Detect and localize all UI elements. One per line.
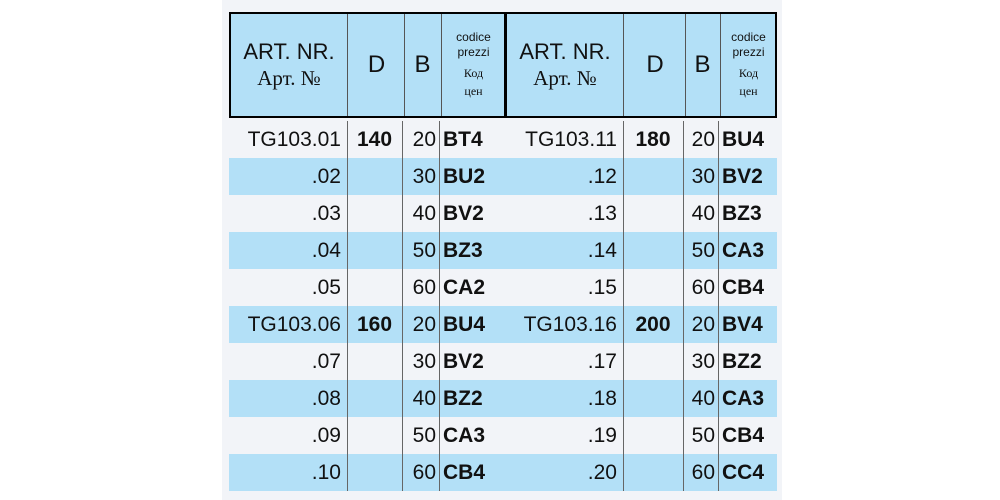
cell-width-b: 50 [691,239,715,262]
cell-diameter [623,195,683,232]
cell-width-b: 30 [691,165,715,188]
cell-art-number: .17 [587,350,617,373]
price-table-left [229,12,506,484]
cell-price-code: BV4 [722,313,763,336]
price-table-right [505,12,777,484]
table-row [505,454,777,491]
table-row [229,195,506,232]
cell-price-code: BZ3 [722,202,762,225]
cell-price-code: CA3 [722,387,765,410]
cell-diameter [347,195,402,232]
cell-art-number: TG103.01 [247,128,341,151]
header-b [404,14,442,116]
table-row [229,158,506,195]
table-header [505,12,777,118]
header-price-code [441,14,506,116]
table-row [505,380,777,417]
table-body [229,121,506,491]
cell-width-b: 40 [412,202,436,225]
cell-price-code: BZ2 [443,387,483,410]
cell-price-code: BT4 [443,128,483,151]
table-row [229,417,506,454]
column-divider [347,121,348,491]
header-art-nr [231,14,348,116]
column-divider [402,121,403,491]
table-row [229,343,506,380]
cell-diameter [347,380,402,417]
table-row [229,454,506,491]
cell-price-code: CC4 [722,461,765,484]
cell-diameter [623,454,683,491]
header-art-nr-line-2: Арт. № [257,66,321,90]
cell-price-code: BU4 [722,128,765,151]
header-art-nr-line-1: ART. NR. [243,39,335,64]
column-divider [683,121,684,491]
column-divider [439,121,440,491]
header-art-nr [507,14,624,116]
cell-diameter [623,269,683,306]
cell-diameter [347,343,402,380]
cell-width-b: 60 [691,276,715,299]
cell-art-number: .05 [311,276,341,299]
cell-width-b: 20 [412,128,436,151]
header-b-line-1: B [414,51,431,78]
table-row [505,343,777,380]
cell-price-code: CA2 [443,276,486,299]
header-price-code-line-1: codice [731,30,766,44]
cell-price-code: CB4 [722,276,765,299]
cell-art-number: .10 [311,461,341,484]
table-row [505,269,777,306]
header-d [349,14,405,116]
cell-art-number: .13 [587,202,617,225]
cell-width-b: 20 [691,128,715,151]
header-art-nr-line-1: ART. NR. [519,39,611,64]
cell-diameter [347,158,402,195]
cell-art-number: .19 [587,424,617,447]
header-price-code-line-4: цен [464,84,483,98]
table-row [229,121,506,158]
cell-width-b: 50 [412,239,436,262]
cell-diameter: 160 [356,313,393,336]
cell-diameter: 140 [356,128,393,151]
cell-price-code: CA3 [722,239,765,262]
table-row [229,232,506,269]
header-price-code-line-4: цен [739,84,758,98]
cell-art-number: .15 [587,276,617,299]
table-row [505,232,777,269]
table-row [505,195,777,232]
cell-diameter: 200 [635,313,671,336]
cell-price-code: BV2 [443,202,484,225]
cell-price-code: BU2 [443,165,486,188]
cell-width-b: 30 [412,350,436,373]
table-row [505,121,777,158]
cell-art-number: .02 [311,165,341,188]
cell-width-b: 20 [412,313,436,336]
cell-width-b: 50 [412,424,436,447]
cell-width-b: 60 [412,461,436,484]
cell-width-b: 30 [691,350,715,373]
cell-width-b: 60 [691,461,715,484]
cell-art-number: TG103.06 [247,313,341,336]
cell-diameter [623,232,683,269]
header-d [625,14,686,116]
cell-art-number: .14 [587,239,617,262]
header-price-code-line-2: prezzi [732,45,765,59]
cell-art-number: .08 [311,387,341,410]
cell-price-code: BZ3 [443,239,483,262]
cell-diameter [623,417,683,454]
cell-art-number: .18 [587,387,617,410]
cell-art-number: .12 [587,165,617,188]
cell-art-number: .07 [311,350,341,373]
column-divider [623,121,624,491]
cell-diameter: 180 [635,128,671,151]
cell-width-b: 60 [412,276,436,299]
cell-diameter [347,232,402,269]
table-row [229,380,506,417]
cell-width-b: 40 [691,202,715,225]
cell-diameter [623,158,683,195]
cell-art-number: .09 [311,424,341,447]
table-row [505,417,777,454]
cell-diameter [347,417,402,454]
cell-width-b: 40 [691,387,715,410]
cell-diameter [623,343,683,380]
cell-width-b: 50 [691,424,715,447]
table-row [505,158,777,195]
cell-width-b: 40 [412,387,436,410]
header-price-code-line-3: Код [738,66,759,80]
cell-price-code: BZ2 [722,350,762,373]
cell-price-code: BU4 [443,313,486,336]
table-row [229,306,506,343]
cell-art-number: TG103.11 [525,128,617,151]
header-art-nr-line-2: Арт. № [533,66,597,90]
cell-price-code: BV2 [722,165,763,188]
cell-width-b: 30 [412,165,436,188]
cell-price-code: BV2 [443,350,484,373]
cell-price-code: CB4 [443,461,486,484]
cell-diameter [347,269,402,306]
cell-price-code: CA3 [443,424,486,447]
table-row [505,306,777,343]
cell-art-number: TG103.16 [523,313,617,336]
cell-art-number: .04 [311,239,341,262]
column-divider [718,121,719,491]
header-price-code-line-2: prezzi [457,45,490,59]
header-price-code [720,14,777,116]
cell-diameter [623,380,683,417]
cell-width-b: 20 [691,313,715,336]
table-body [505,121,777,491]
header-price-code-line-3: Код [463,66,484,80]
table-row [229,269,506,306]
header-price-code-line-1: codice [456,30,491,44]
cell-diameter [347,454,402,491]
table-header [229,12,506,118]
header-d-line-1: D [646,51,664,78]
cell-art-number: .03 [311,202,341,225]
header-b [685,14,721,116]
header-d-line-1: D [367,51,386,78]
cell-price-code: CB4 [722,424,765,447]
header-b-line-1: B [694,51,711,78]
cell-art-number: .20 [587,461,617,484]
